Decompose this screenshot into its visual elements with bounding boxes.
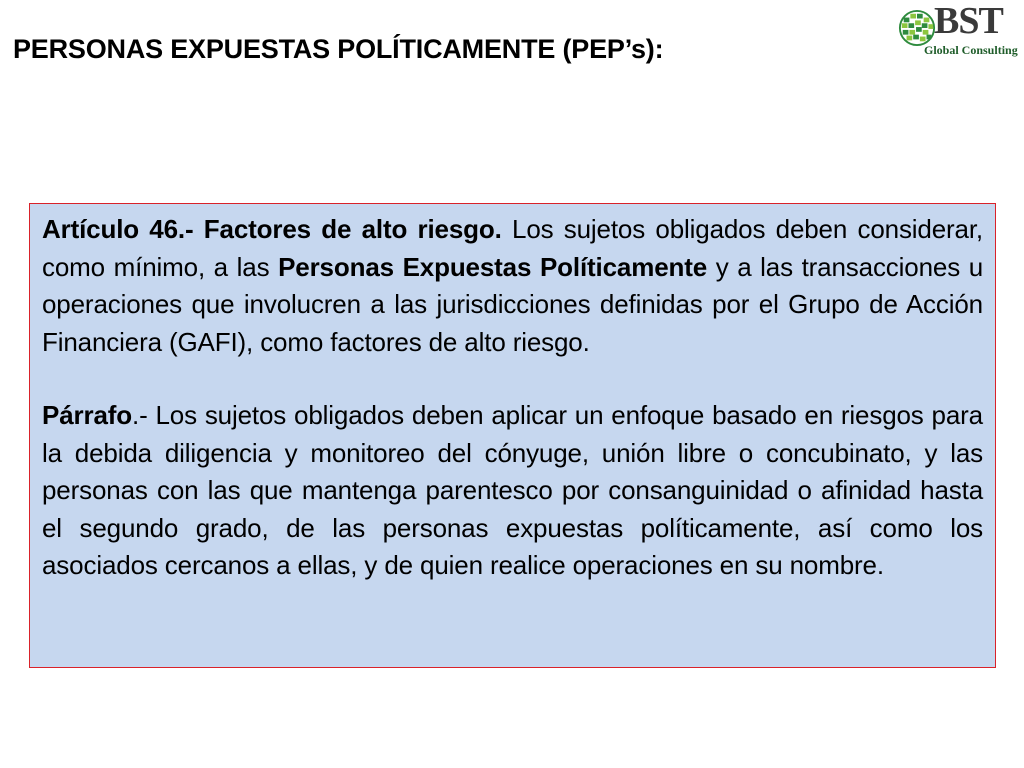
- logo-tagline: Global Consulting: [924, 43, 1018, 57]
- article-bold-term: Personas Expuestas Políticamente: [278, 251, 708, 282]
- page-title: PERSONAS EXPUESTAS POLÍTICAMENTE (PEP’s):: [13, 34, 664, 64]
- article-text-2: y a las transacciones u operaciones que involucren a las jurisdicciones definidas por el Grupo de Acción Financiera (GAFI), como factores de alto riesgo.: [42, 251, 984, 357]
- company-logo: [898, 0, 1022, 62]
- paragrafo-paragraph: [42, 397, 983, 585]
- paragrafo-label: Párrafo: [42, 400, 132, 430]
- logo-wordmark: BST: [934, 0, 1003, 42]
- paragrafo-text: .- Los sujetos obligados deben aplicar un enfoque basado en riesgos para la debida diligencia y monitoreo del cónyuge, unión libre o concubinato, y las personas con las que mantenga parentesco por consanguinidad o afinidad hasta el segundo grado, de las personas expuestas políticamente, así como los asociados cercanos a ellas, y de quien realice operaciones en su nombre.: [42, 400, 983, 580]
- globe-icon: [898, 9, 936, 47]
- article-heading: Artículo 46.- Factores de alto riesgo.: [42, 214, 502, 244]
- article-paragraph: [42, 211, 983, 361]
- article-box: [29, 203, 996, 668]
- article-text-1: Los sujetos obligados deben considerar, como mínimo, a las: [42, 214, 984, 282]
